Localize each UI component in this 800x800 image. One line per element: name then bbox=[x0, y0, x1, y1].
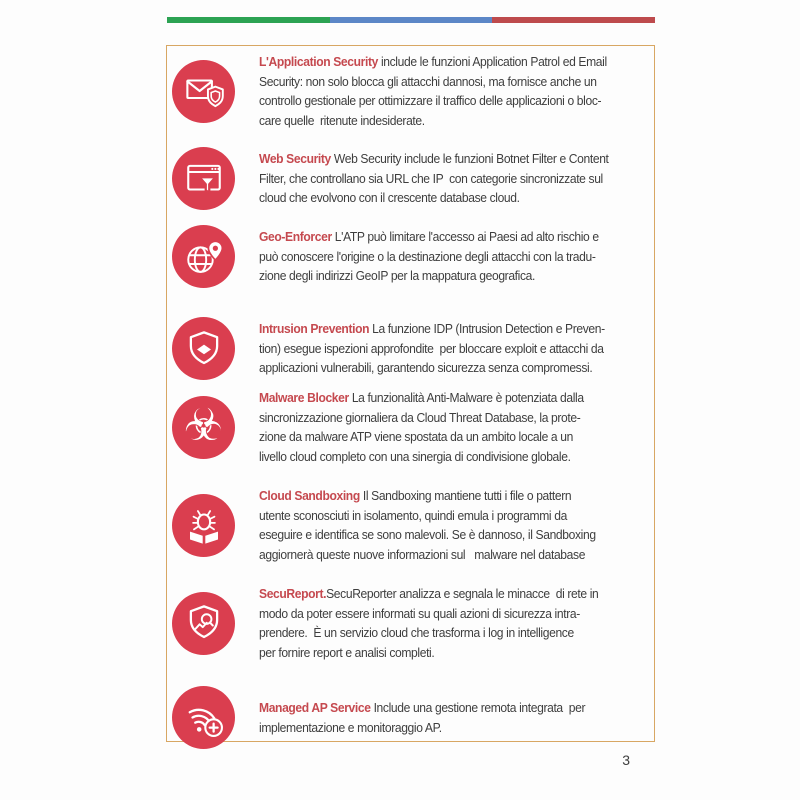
top-accent-bar bbox=[167, 17, 655, 23]
feature-title: Web Security bbox=[259, 151, 331, 167]
feature-line: SecuReport.SecuReporter analizza e segnala le minacce di rete in bbox=[259, 586, 599, 601]
feature-text bbox=[259, 149, 626, 208]
managed-ap-wifi-plus-icon bbox=[172, 686, 235, 749]
feature-icon-cell bbox=[167, 225, 259, 288]
accent-bar-blue-segment bbox=[330, 17, 493, 23]
feature-line: tion) esegue ispezioni approfondite per bloccare exploit e attacchi da bbox=[259, 340, 604, 356]
feature-title: SecuReport. bbox=[259, 586, 327, 601]
feature-lines bbox=[259, 718, 626, 738]
feature-row bbox=[167, 388, 654, 466]
feature-line: zione da malware ATP viene spostata da un ambito locale a un bbox=[259, 429, 573, 444]
feature-icon-cell bbox=[167, 494, 259, 557]
feature-icon-cell bbox=[167, 60, 259, 123]
feature-text bbox=[259, 698, 626, 737]
feature-icon-cell bbox=[167, 686, 259, 749]
feature-row bbox=[167, 584, 654, 662]
feature-icon-cell bbox=[167, 592, 259, 655]
feature-lines bbox=[259, 339, 626, 378]
feature-title: Malware Blocker bbox=[259, 390, 349, 405]
feature-line: sincronizzazione giornaliera da Cloud Threat Database, la prote- bbox=[259, 409, 581, 425]
feature-line: aggiornerà queste nuove informazioni sul malware nel database bbox=[259, 546, 586, 562]
web-filter-glyph bbox=[183, 158, 225, 200]
secureport-shield-report-icon bbox=[172, 592, 235, 655]
feature-title: L'Application Security bbox=[259, 54, 378, 69]
feature-lines bbox=[259, 169, 626, 208]
intrusion-prevention-shield-icon bbox=[172, 317, 235, 380]
feature-line: modo da poter essere informati su quali azioni di sicurezza intra- bbox=[259, 605, 580, 621]
feature-line: L'Application Security include le funzioni Application Patrol ed Email bbox=[259, 54, 607, 69]
feature-row bbox=[167, 486, 654, 564]
feature-line: Filter, che controllano sia URL che IP con categorie sincronizzate sul bbox=[259, 170, 603, 186]
feature-lines bbox=[259, 506, 626, 565]
feature-text bbox=[259, 388, 626, 466]
feature-text bbox=[259, 52, 626, 130]
feature-text bbox=[259, 319, 626, 378]
wifi-plus-glyph bbox=[183, 697, 225, 739]
feature-line: livello cloud completo con una sinergia di condivisione globale. bbox=[259, 448, 571, 464]
feature-line: Security: non solo blocca gli attacchi dannosi, ma fornisce anche un bbox=[259, 73, 597, 89]
feature-text bbox=[259, 486, 626, 564]
feature-line: utente sconosciuti in isolamento, quindi emula i programmi da bbox=[259, 507, 567, 523]
feature-line: Managed AP Service Include una gestione remota integrata per bbox=[259, 700, 586, 715]
content-border-box bbox=[166, 45, 655, 742]
feature-line: per fornire report e analisi completi. bbox=[259, 644, 435, 660]
feature-title: Intrusion Prevention bbox=[259, 321, 370, 337]
feature-row bbox=[167, 52, 654, 130]
feature-line: controllo gestionale per ottimizzare il traffico delle applicazioni o bloc- bbox=[259, 93, 602, 108]
shield-report-magnifier-glyph bbox=[183, 602, 225, 644]
feature-line: Cloud Sandboxing Il Sandboxing mantiene tutti i file o pattern bbox=[259, 488, 572, 503]
feature-lines bbox=[259, 604, 626, 663]
feature-line: eseguire e identifica se sono malevoli. Se è dannoso, il Sandboxing bbox=[259, 527, 596, 542]
feature-icon-cell bbox=[167, 147, 259, 210]
feature-line: cloud che evolvono con il crescente database cloud. bbox=[259, 190, 520, 206]
feature-line: Web Security Web Security include le funzioni Botnet Filter e Content bbox=[259, 151, 609, 167]
feature-row bbox=[167, 225, 654, 288]
feature-row bbox=[167, 147, 654, 210]
feature-text bbox=[259, 227, 626, 286]
feature-line: Malware Blocker La funzionalità Anti-Malware è potenziata dalla bbox=[259, 390, 584, 405]
page-number: 3 bbox=[622, 752, 630, 768]
feature-title: Cloud Sandboxing bbox=[259, 488, 360, 503]
feature-text bbox=[259, 584, 626, 662]
feature-row bbox=[167, 686, 654, 749]
cloud-sandboxing-bug-box-icon bbox=[172, 494, 235, 557]
email-security-glyph bbox=[183, 70, 225, 112]
bug-in-box-glyph bbox=[183, 504, 225, 546]
feature-row bbox=[167, 317, 654, 380]
biohazard-glyph: ☣ bbox=[183, 399, 224, 451]
feature-title: Managed AP Service bbox=[259, 700, 371, 715]
shield-diamond-glyph bbox=[183, 328, 225, 370]
feature-line: Intrusion Prevention La funzione IDP (Intrusion Detection e Preven- bbox=[259, 321, 605, 337]
feature-list bbox=[167, 46, 654, 741]
feature-line: prendere. È un servizio cloud che trasforma i log in intelligence bbox=[259, 625, 574, 640]
feature-line: può conoscere l'origine o la destinazione degli attacchi con la tradu- bbox=[259, 248, 596, 264]
feature-line: zione degli indirizzi GeoIP per la mappatura geografica. bbox=[259, 268, 536, 284]
feature-title: Geo-Enforcer bbox=[259, 229, 332, 245]
feature-line: Geo-Enforcer L'ATP può limitare l'accesso ai Paesi ad alto rischio e bbox=[259, 229, 599, 245]
globe-location-pin-glyph bbox=[183, 236, 225, 278]
feature-icon-cell bbox=[167, 317, 259, 380]
email-security-icon bbox=[172, 60, 235, 123]
geo-enforcer-globe-pin-icon bbox=[172, 225, 235, 288]
web-filter-icon bbox=[172, 147, 235, 210]
feature-lines bbox=[259, 72, 626, 131]
accent-bar-red-segment bbox=[492, 17, 655, 23]
feature-line: care quelle ritenute indesiderate. bbox=[259, 112, 425, 128]
accent-bar-green-segment bbox=[167, 17, 330, 23]
feature-line: implementazione e monitoraggio AP. bbox=[259, 719, 442, 735]
feature-line: applicazioni vulnerabili, garantendo sicurezza senza compromessi. bbox=[259, 360, 593, 376]
feature-lines bbox=[259, 408, 626, 467]
feature-lines bbox=[259, 247, 626, 286]
malware-blocker-biohazard-icon bbox=[172, 396, 235, 459]
feature-icon-cell bbox=[167, 396, 259, 459]
